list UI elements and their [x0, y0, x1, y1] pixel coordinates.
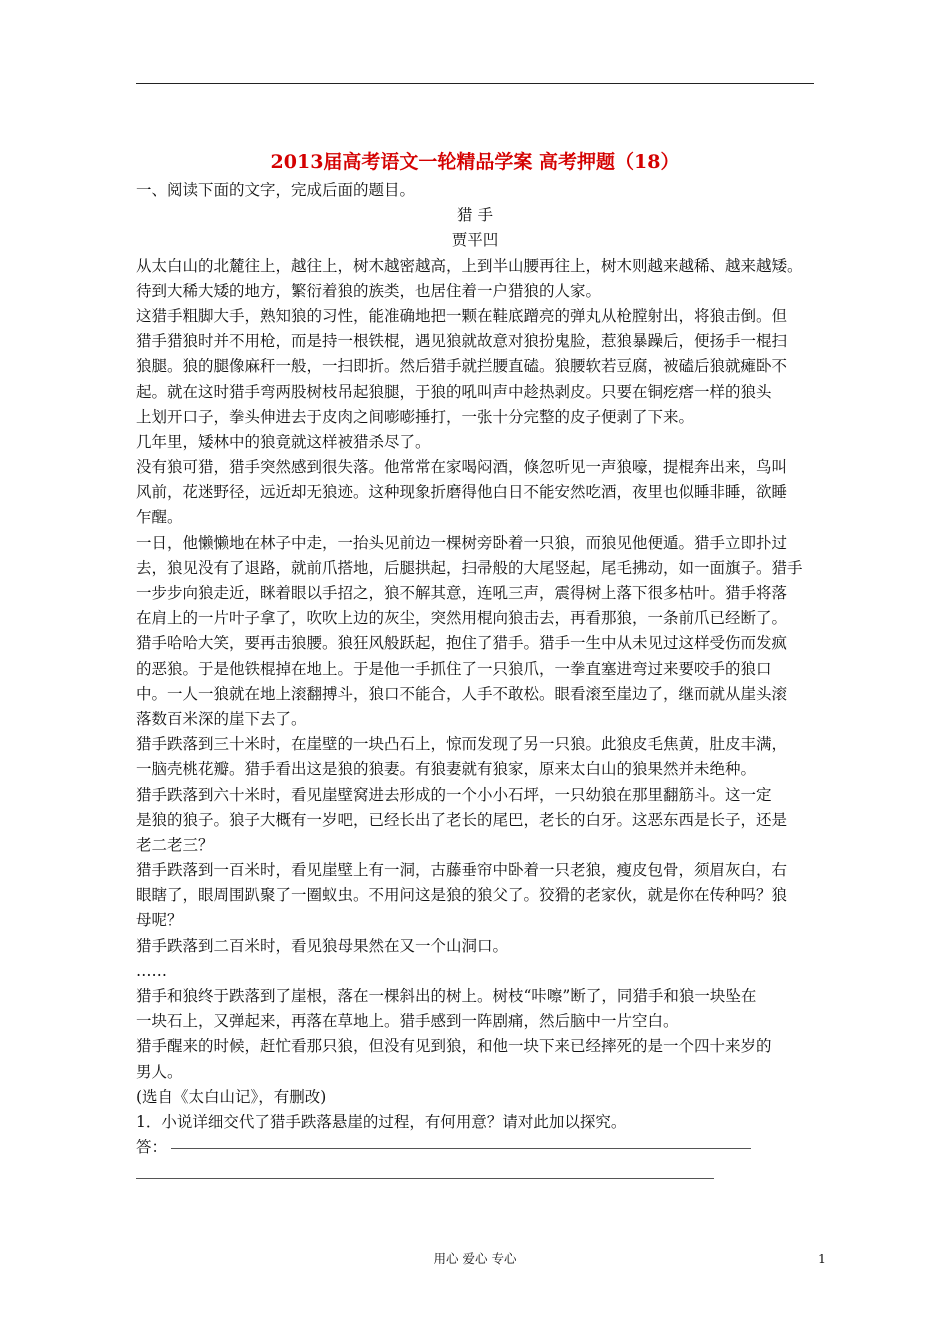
- story-line: 一日，他懒懒地在林子中走，一抬头见前边一棵树旁卧着一只狼，而狼见他便遁。猎手立即扑过: [136, 533, 788, 552]
- story-line: 在肩上的一片叶子拿了，吹吹上边的灰尘，突然用棍向狼击去，再看那狼，一条前爪已经断了。: [136, 609, 788, 628]
- story-line: 猎手哈哈大笑，要再击狼腰。狼狂风般跃起，抱住了猎手。猎手一生中从未见过这样受伤而发疯: [136, 634, 788, 653]
- story-line: ……: [136, 961, 167, 980]
- instruction: 一、阅读下面的文字，完成后面的题目。: [136, 181, 416, 199]
- story-line: 母呢？: [136, 911, 183, 930]
- story-line: 去，狼见没有了退路，就前爪搭地，后腿拱起，扫帚般的大尾竖起，尾毛拂动，如一面旗子。猎手: [136, 558, 803, 577]
- page-number: 1: [818, 1251, 826, 1266]
- story-line: 落数百米深的崖下去了。: [136, 709, 307, 728]
- story-line: 眼瞎了，眼周围趴聚了一圈蚁虫。不用问这是狼的狼父了。狡猾的老家伙，就是你在传种吗？狼: [136, 886, 788, 905]
- story-line: 一脑壳桃花瓣。猎手看出这是狼的狼妻。有狼妻就有狼家，原来太白山的狼果然并未绝种。: [136, 760, 757, 779]
- story-line: 是狼的狼子。狼子大概有一岁吧，已经长出了老长的尾巴，老长的白牙。这恶东西是长子，还是: [136, 810, 788, 829]
- story-line: 老二老三？: [136, 835, 214, 854]
- story-author: 贾平凹: [451, 231, 499, 250]
- story-line: 起。就在这时猎手弯两股树枝吊起狼腿，于狼的吼叫声中趁热剥皮。只要在铜疙瘩一样的狼头: [136, 382, 772, 401]
- story-line: 中。一人一狼就在地上滚翻搏斗，狼口不能合，人手不敢松。眼看滚至崖边了，继而就从崖头滚: [136, 684, 788, 703]
- story-line: 风前，花迷野径，远近却无狼迹。这种现象折磨得他白日不能安然吃酒，夜里也似睡非睡，欲睡: [136, 483, 788, 502]
- story-line: 一块石上，又弹起来，再落在草地上。猎手感到一阵剧痛，然后脑中一片空白。: [136, 1012, 679, 1031]
- story-line: 上划开口子，拳头伸进去于皮肉之间嘭嘭捶打，一张十分完整的皮子便剥了下来。: [136, 407, 695, 426]
- story-line: 猎手和狼终于跌落到了崖根，落在一棵斜出的树上。树枝“咔嚓”断了，同猎手和狼一块坠在: [136, 987, 757, 1005]
- story-line: 没有狼可猎，猎手突然感到很失落。他常常在家喝闷酒，倏忽听见一声狼嚎，提棍奔出来，鸟叫: [136, 458, 788, 477]
- story-line: 猎手跌落到一百米时，看见崖壁上有一洞，古藤垂帘中卧着一只老狼，瘦皮包骨，须眉灰白，右: [136, 861, 788, 880]
- story-line: 猎手跌落到三十米时，在崖壁的一块凸石上，惊而发现了另一只狼。此狼皮毛焦黄，肚皮丰满，: [136, 735, 788, 754]
- story-line: 几年里，矮林中的狼竟就这样被猎杀尽了。: [136, 432, 431, 451]
- story-line: 从太白山的北麓往上，越往上，树木越密越高，上到半山腰再往上，树木则越来越稀、越来越矮。: [136, 256, 803, 275]
- story-line: 这猎手粗脚大手，熟知狼的习性，能准确地把一颗在鞋底蹭亮的弹丸从枪膛射出，将狼击倒。但: [136, 306, 788, 325]
- story-line: 的恶狼。于是他铁棍掉在地上。于是他一手抓住了一只狼爪，一拳直塞进弯过来要咬手的狼口: [136, 659, 772, 678]
- story-line: 猎手跌落到二百米时，看见狼母果然在又一个山洞口。: [136, 936, 509, 955]
- story-line: (选自《太白山记》，有删改): [136, 1087, 327, 1106]
- footer-motto: 用心 爱心 专心: [433, 1251, 517, 1266]
- answer-blank-rule: [171, 1148, 751, 1149]
- story-line: 待到大稀大矮的地方，繁衍着狼的族类，也居住着一户猎狼的人家。: [136, 281, 602, 300]
- document-body: [136, 178, 826, 1160]
- story-line: 猎手猎狼时并不用枪，而是持一根铁棍，遇见狼就故意对狼扮鬼脸，惹狼暴躁后，便扬手一棍扫: [136, 332, 788, 351]
- answer-line: [136, 1135, 826, 1160]
- story-title: 猎 手: [457, 206, 493, 225]
- story-text: [136, 254, 826, 1110]
- answer-label: 答：: [136, 1138, 168, 1157]
- story-line: 一步步向狼走近，眯着眼以手招之，狼不解其意，连吼三声，震得树上落下很多枯叶。猎手将落: [136, 584, 788, 602]
- story-line: 乍醒。: [136, 508, 183, 527]
- story-line: 男人。: [136, 1062, 183, 1081]
- story-line: 猎手跌落到六十米时，看见崖壁窝进去形成的一个小小石坪，一只幼狼在那里翻筋斗。这一定: [136, 785, 772, 804]
- header-rule: [136, 83, 814, 84]
- question-1: 1．小说详细交代了猎手跌落悬崖的过程，有何用意？请对此加以探究。: [136, 1112, 627, 1131]
- story-line: 狼腿。狼的腿像麻秆一般，一扫即折。然后猎手就拦腰直磕。狼腰软若豆腐，被磕后狼就瘫卧不: [136, 357, 788, 376]
- document-title: 2013届高考语文一轮精品学案 高考押题（18）: [270, 151, 680, 173]
- answer-blank-rule-2: [136, 1178, 714, 1179]
- story-line: 猎手醒来的时候，赶忙看那只狼，但没有见到狼，和他一块下来已经摔死的是一个四十来岁的: [136, 1037, 772, 1056]
